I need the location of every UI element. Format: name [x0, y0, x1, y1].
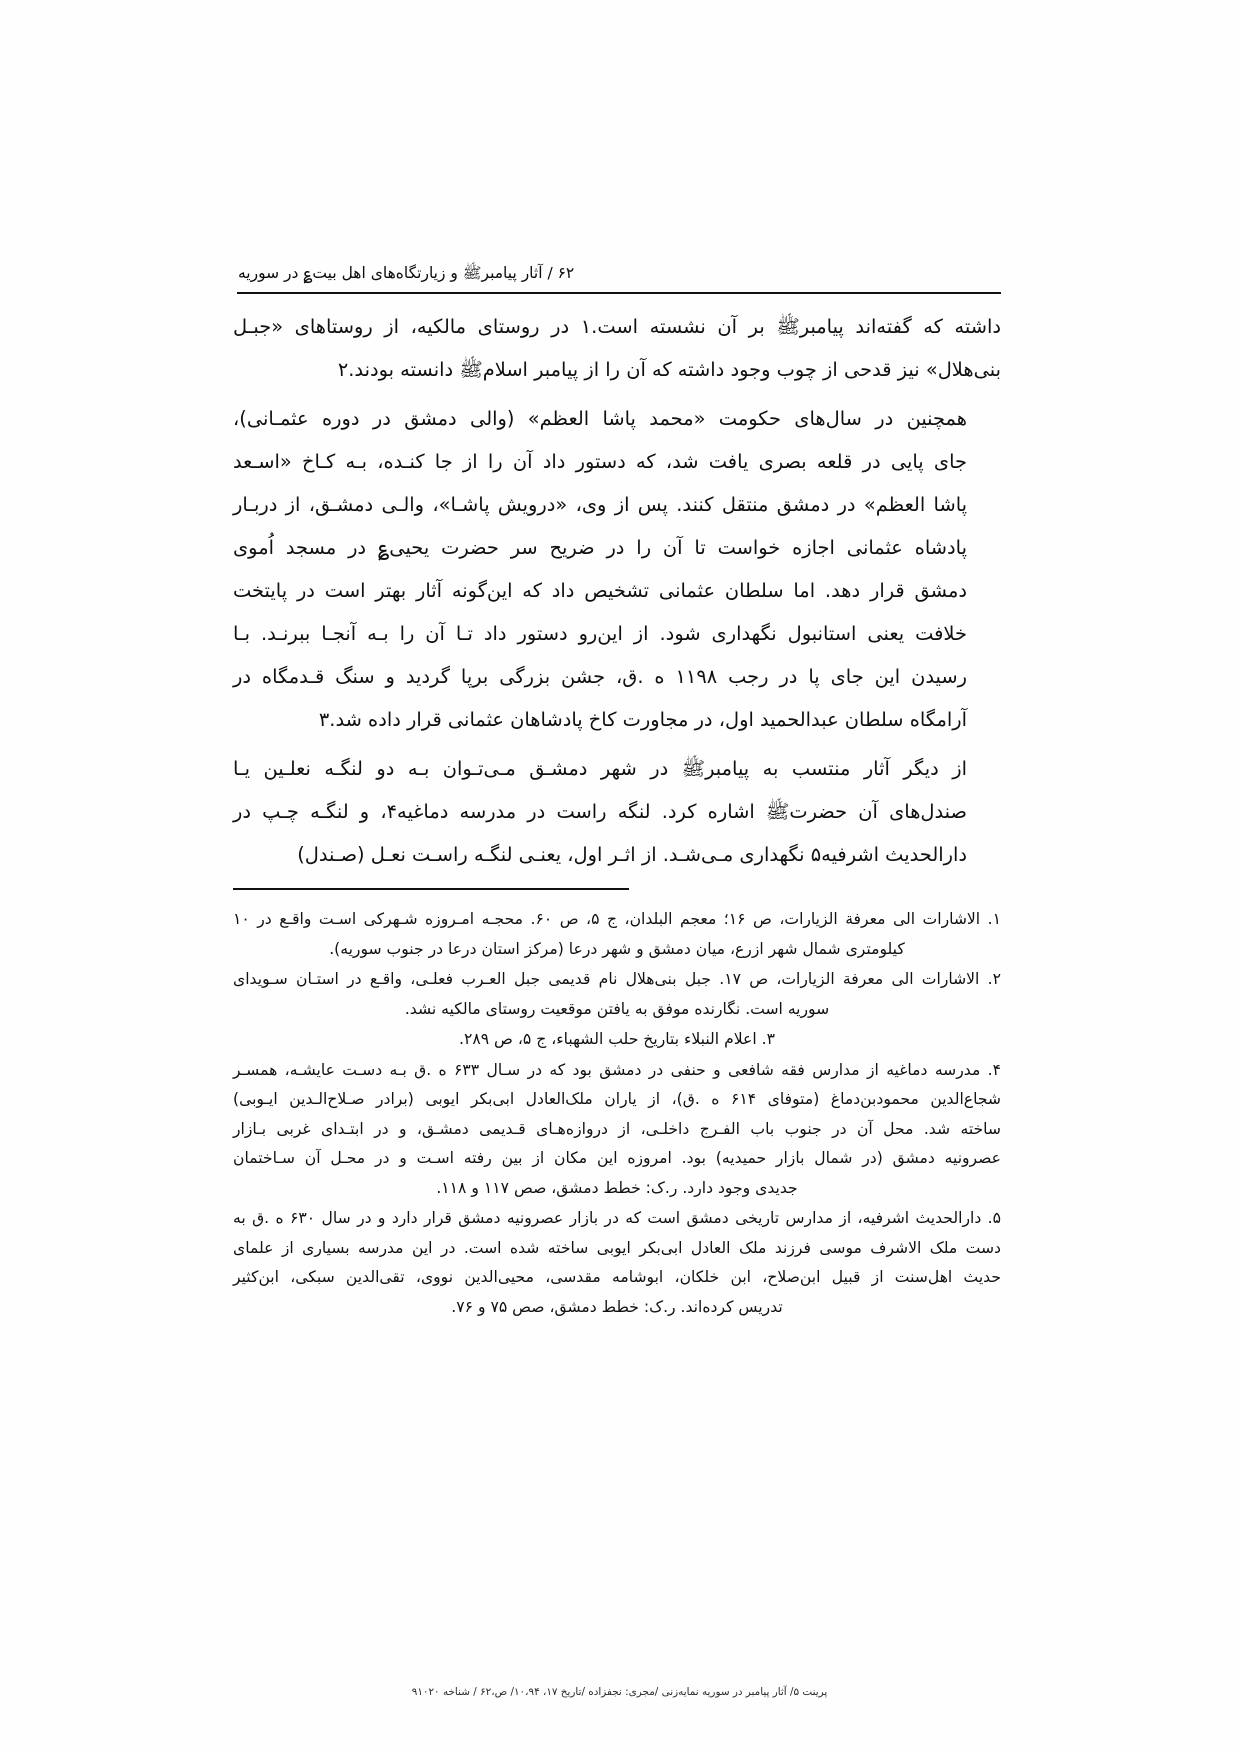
footnote-3 — [233, 1025, 1001, 1055]
paragraph-2 — [233, 397, 1001, 741]
body-line: پادشاه عثمانی اجازه خواست تا آن را در ضریح سر حضرت یحیی؏ در مسجد اُموی — [233, 536, 967, 559]
footnote-2 — [233, 965, 1001, 1024]
body-line: خلافت یعنی استانبول نگهداری شود. از این‌رو دستور داد تـا آن را بـه آنجـا ببرنـد. بـا — [233, 622, 967, 645]
body-line: داشته که گفته‌اند پیامبرﷺ بر آن نشسته است.۱ در روستای مالکیه، از روستاهای «جبـل — [233, 315, 1001, 338]
footnote-line: دست ملک الاشرف موسی فرزند ملک العادل ابی‌بکر ایوبی ساخته شده است. در این مدرسه بسیاری از علمای — [233, 1238, 1001, 1257]
footnote-4 — [233, 1056, 1001, 1204]
footnote-line: ۵. دارالحدیث اشرفیه، از مدارس تاریخی دمشق است که در بازار عصرونیه دمشق قرار دارد و در سال ۶۳۰ ه .ق به — [233, 1209, 1001, 1227]
footnote-line: عصرونیه دمشق (در شمال بازار حمیدیه) بود. امروزه این مکان از بین رفته اسـت و در محـل آن سـاختمان — [233, 1149, 1001, 1167]
footnote-line: جدیدی وجود دارد. ر.ک: خطط دمشق، صص ۱۱۷ و ۱۱۸. — [436, 1178, 798, 1197]
footnote-line: ۱. الاشارات الی معرفة الزیارات، ص ۱۶؛ معجم البلدان، ج ۵، ص ۶۰. محجـه امـروزه شـهرکی اسـت واقـع در ۱۰ — [233, 910, 1001, 928]
body-line: پاشا العظم» در دمشق منتقل کنند. پس از وی، «درویش پاشـا»، والـی دمشـق، از دربـار — [233, 493, 967, 516]
paragraph-3 — [233, 747, 1001, 876]
header-rule — [237, 292, 1001, 294]
footnote-line: سوریه است. نگارنده موفق به یافتن موقعیت روستای مالکیه نشد. — [404, 999, 830, 1018]
body-line: از دیگر آثار منتسب به پیامبرﷺ در شهر دمشـق مـی‌تـوان بـه دو لنگـه نعلـین یـا — [233, 757, 967, 780]
footnote-line: ساخته شد. محل آن در جنوب باب الفـرج داخلـی، از دروازه‌هـای قـدیمی دمشـق، و در ابتـدای غربی بـازار — [233, 1119, 1001, 1138]
footnote-line: تدریس کرده‌اند. ر.ک: خطط دمشق، صص ۷۵ و ۷۶. — [451, 1297, 783, 1316]
footnote-line: ۴. مدرسه دماغیه از مدارس فقه شافعی و حنفی در دمشق بود که در سـال ۶۳۳ ه .ق بـه دسـت عایشـه، همسـر — [233, 1060, 1001, 1079]
print-colophon: پرینت ۵/ آثار پیامبر در سوریه نمایه‌زنی /مجری: نجفزاده /تاریخ ۱۷، ۱۰،۹۴/ ص،۶۲ / شناخه ۹۱۰۲۰ — [411, 1686, 828, 1698]
footnote-line: کیلومتری شمال شهر ازرع، میان دمشق و شهر درعا (مرکز استان درعا در جنوب سوریه). — [329, 939, 905, 958]
body-line: آرامگاه سلطان عبدالحمید اول، در مجاورت کاخ پادشاهان عثمانی قرار داده شد.۳ — [318, 708, 967, 731]
body-line: بنی‌هلال» نیز قدحی از چوب وجود داشته که آن را از پیامبر اسلامﷺ دانسته بودند.۲ — [337, 358, 1001, 381]
footnote-separator — [233, 888, 629, 890]
body-text — [233, 305, 1001, 876]
body-line: رسیدن این جای پا در رجب ۱۱۹۸ ه .ق، جشن بزرگی برپا گردید و سنگ قـدمگاه در — [233, 665, 967, 688]
body-line: جای پایی در قلعه بصری یافت شد، که دستور داد آن را از جا کنـده، بـه کـاخ «اسـعد — [233, 450, 967, 473]
footnote-line: حدیث اهل‌سنت از قبیل ابن‌صلاح، ابن خلکان، ابوشامه مقدسی، محیی‌الدین نووی، تقی‌الدین سبکی، ابن‌کثیر — [233, 1268, 1001, 1286]
footnote-1 — [233, 905, 1001, 964]
footnotes-block — [233, 905, 1001, 1323]
body-line: دمشق قرار دهد. اما سلطان عثمانی تشخیص داد که این‌گونه آثار بهتر است در پایتخت — [233, 579, 967, 602]
body-line: صندل‌های آن حضرتﷺ اشاره کرد. لنگه راست در مدرسه دماغیه۴، و لنگـه چـپ در — [233, 800, 968, 823]
running-head: ۶۲ / آثار پیامبرﷺ و زیارتگاه‌های اهل بیت؏ در سوریه — [238, 264, 575, 282]
paragraph-1 — [233, 305, 1001, 391]
footnote-line: ۲. الاشارات الی معرفة الزیارات، ص ۱۷. جبل بنی‌هلال نام قدیمی جبل العـرب فعلـی، واقـع در استـان سـویدای — [233, 970, 1001, 988]
body-line: همچنین در سال‌های حکومت «محمد پاشا العظم» (والی دمشق در دوره عثمـانی)، — [233, 407, 967, 430]
footnote-5 — [233, 1204, 1001, 1322]
footnote-line: شجاع‌الدین محمودبن‌دماغ (متوفای ۶۱۴ ه .ق)، از یاران ملک‌العادل ابی‌بکر ایوبی (برادر صـلاح‌الـدین ایـوبی) — [233, 1090, 1001, 1108]
body-line: دارالحدیث اشرفیه۵ نگهداری مـی‌شـد. از اثـر اول، یعنـی لنگـه راسـت نعـل (صـندل) — [297, 843, 967, 866]
footnote-line: ۳. اعلام النبلاء بتاریخ حلب الشهباء، ج ۵، ص ۲۸۹. — [458, 1030, 775, 1048]
